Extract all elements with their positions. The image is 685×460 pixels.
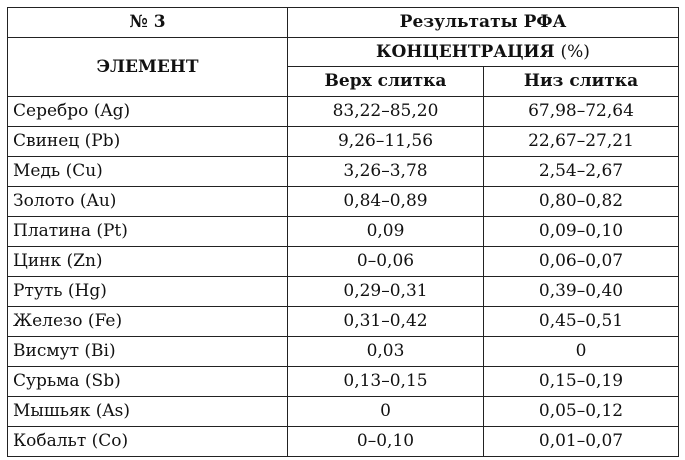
top-value: 3,26–3,78 (288, 157, 484, 187)
table-row (8, 157, 679, 187)
top-value: 0–0,10 (288, 427, 484, 457)
element-name: Медь (Cu) (8, 157, 288, 187)
top-value: 0,29–0,31 (288, 277, 484, 307)
element-name: Висмут (Bi) (8, 337, 288, 367)
element-name: Кобальт (Co) (8, 427, 288, 457)
table-row (8, 217, 679, 247)
table-row (8, 397, 679, 427)
bottom-value: 0 (484, 337, 679, 367)
xrf-results-table (7, 7, 679, 457)
top-value: 0,03 (288, 337, 484, 367)
top-value: 0–0,06 (288, 247, 484, 277)
table-row (8, 187, 679, 217)
element-name: Серебро (Ag) (8, 97, 288, 127)
table-row (8, 277, 679, 307)
bottom-value: 0,45–0,51 (484, 307, 679, 337)
table-row (8, 97, 679, 127)
bottom-column-header: Низ слитка (484, 67, 679, 97)
element-name: Золото (Au) (8, 187, 288, 217)
bottom-value: 0,39–0,40 (484, 277, 679, 307)
element-column-header: ЭЛЕМЕНТ (8, 38, 288, 97)
bottom-value: 0,06–0,07 (484, 247, 679, 277)
table-row (8, 367, 679, 397)
top-value: 83,22–85,20 (288, 97, 484, 127)
element-name: Мышьяк (As) (8, 397, 288, 427)
element-name: Платина (Pt) (8, 217, 288, 247)
element-name: Свинец (Pb) (8, 127, 288, 157)
top-value: 0,31–0,42 (288, 307, 484, 337)
top-value: 0 (288, 397, 484, 427)
table-row (8, 127, 679, 157)
table-row (8, 307, 679, 337)
bottom-value: 0,80–0,82 (484, 187, 679, 217)
top-column-header: Верх слитка (288, 67, 484, 97)
results-table-container (7, 7, 678, 457)
header-row-concentration (8, 38, 679, 67)
bottom-value: 67,98–72,64 (484, 97, 679, 127)
concentration-header (288, 38, 679, 67)
table-body (8, 97, 679, 457)
header-row-title (8, 8, 679, 38)
bottom-value: 2,54–2,67 (484, 157, 679, 187)
table-row (8, 337, 679, 367)
element-name: Цинк (Zn) (8, 247, 288, 277)
element-name: Ртуть (Hg) (8, 277, 288, 307)
top-value: 0,84–0,89 (288, 187, 484, 217)
element-name: Сурьма (Sb) (8, 367, 288, 397)
bottom-value: 0,05–0,12 (484, 397, 679, 427)
table-header (8, 8, 679, 97)
bottom-value: 22,67–27,21 (484, 127, 679, 157)
top-value: 0,13–0,15 (288, 367, 484, 397)
element-name: Железо (Fe) (8, 307, 288, 337)
bottom-value: 0,15–0,19 (484, 367, 679, 397)
table-row (8, 247, 679, 277)
bottom-value: 0,09–0,10 (484, 217, 679, 247)
sample-number: № 3 (8, 8, 288, 38)
top-value: 0,09 (288, 217, 484, 247)
bottom-value: 0,01–0,07 (484, 427, 679, 457)
results-title: Результаты РФА (288, 8, 679, 38)
concentration-label: КОНЦЕНТРАЦИЯ (376, 41, 555, 62)
concentration-unit: (%) (560, 41, 590, 62)
table-row (8, 427, 679, 457)
top-value: 9,26–11,56 (288, 127, 484, 157)
